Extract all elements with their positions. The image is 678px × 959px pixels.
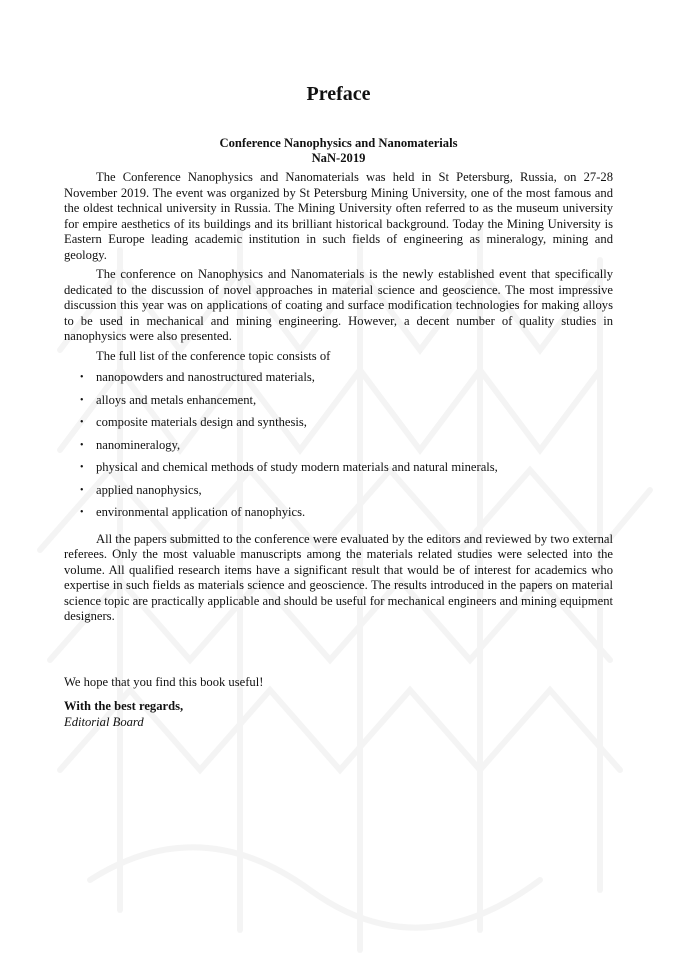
page-title: Preface	[306, 83, 371, 105]
list-item-text: nanomineralogy,	[96, 437, 181, 452]
list-item	[64, 483, 613, 506]
list-item-text: applied nanophysics,	[96, 482, 202, 497]
bullet-icon: •	[80, 507, 84, 518]
paragraph-intro: The Conference Nanophysics and Nanomaterials was held in St Petersburg, Russia, on 27-28 November 2019. The event was organized by St Petersburg Mining University, one of the most famous and the oldest technical university in Russia. The Mining University often referred to as the museum university for empire aesthetics of its buildings and its brilliant historical background. Today the Mining University is Eastern Europe leading academic institution in such fields of engineering as mineralogy, mining and geology.	[64, 170, 613, 262]
document-content	[64, 82, 613, 730]
conference-subtitle	[64, 136, 613, 165]
list-item	[64, 370, 613, 393]
list-item-text: alloys and metals enhancement,	[96, 392, 257, 407]
bullet-icon: •	[80, 462, 84, 473]
regards-line: With the best regards,	[64, 699, 184, 713]
list-item	[64, 438, 613, 461]
list-item-text: composite materials design and synthesis,	[96, 415, 307, 429]
topic-list	[64, 370, 613, 528]
list-item	[64, 415, 613, 438]
signature-line: Editorial Board	[64, 714, 144, 729]
bullet-icon: •	[80, 417, 84, 428]
paragraph-conference: The conference on Nanophysics and Nanomaterials is the newly established event that specifically dedicated to the discussion of novel approaches in material science and geoscience. The most impressive discussion this year was on applications of coating and surface modification technologies for making alloys to be used in mechanical and mining engineering. However, a decent number of quality studies in nanophysics were also presented.	[64, 267, 613, 343]
list-item-text: physical and chemical methods of study modern materials and natural minerals,	[96, 460, 498, 474]
bullet-icon: •	[80, 372, 84, 383]
list-item	[64, 393, 613, 416]
conference-name: Conference Nanophysics and Nanomaterials	[219, 136, 458, 150]
list-item-text: environmental application of nanophyics.	[96, 505, 306, 519]
bullet-icon: •	[80, 394, 84, 406]
bullet-icon: •	[80, 439, 84, 451]
list-item	[64, 460, 613, 483]
closing-line: We hope that you find this book useful!	[64, 674, 264, 689]
paragraph-review: All the papers submitted to the conference were evaluated by the editors and reviewed by two external referees. Only the most valuable manuscripts among the materials related studies were selected into the volume. All qualified research items have a significant result that would be of interest for academics who expertise in such fields as materials science and geoscience. The results introduced in the papers on material science topic are practically applicable and should be useful for mechanical engineers and mining equipment designers.	[64, 531, 613, 623]
list-item	[64, 505, 613, 528]
conference-code: NaN-2019	[311, 150, 366, 165]
bullet-icon: •	[80, 484, 84, 496]
paragraph-topics-intro: The full list of the conference topic consists of	[96, 348, 331, 363]
list-item-text: nanopowders and nanostructured materials,	[96, 370, 315, 384]
